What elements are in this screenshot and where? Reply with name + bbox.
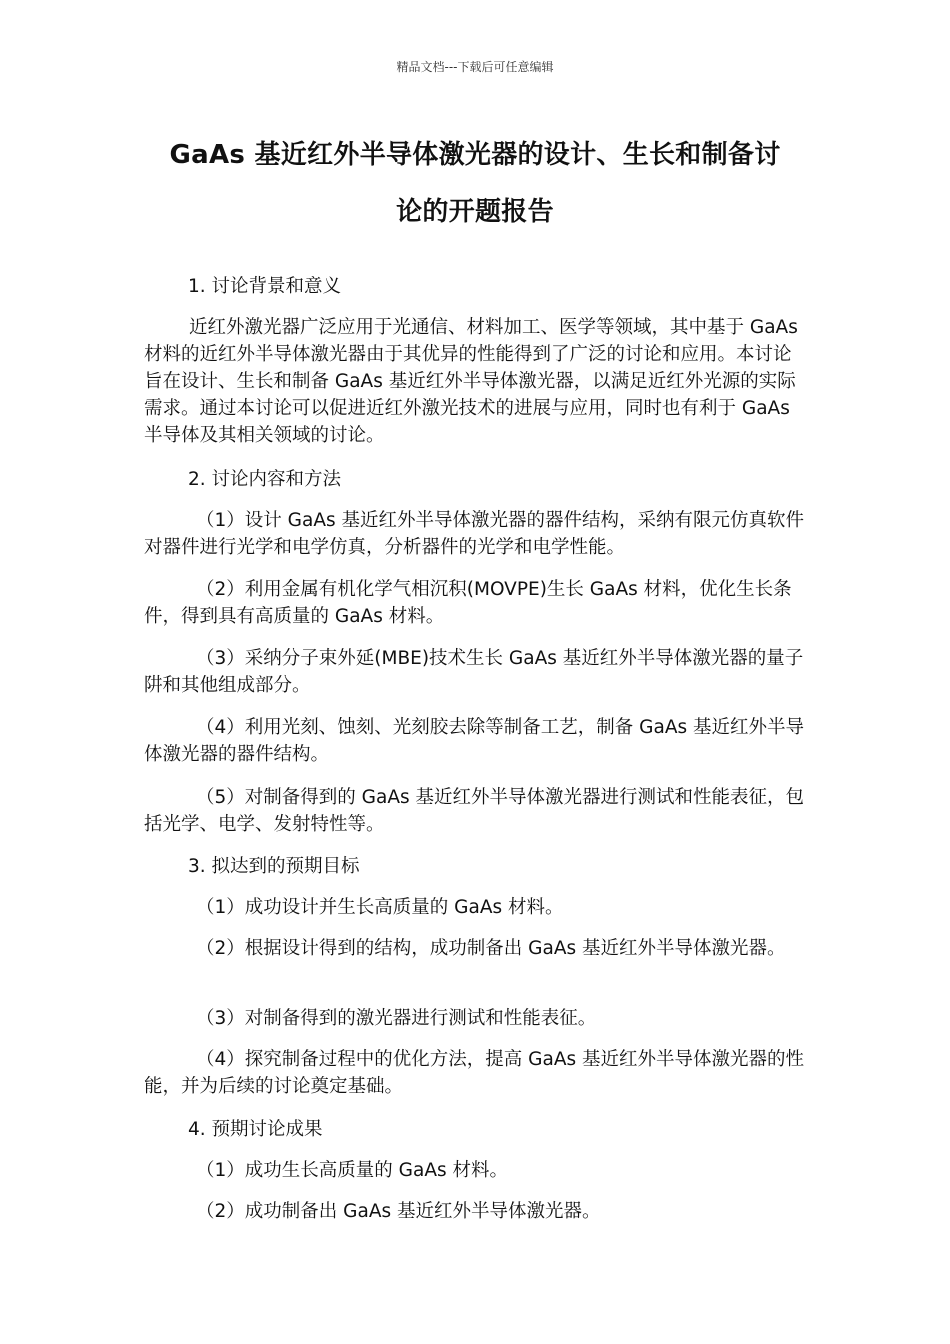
document-title-line-1: GaAs 基近红外半导体激光器的设计、生长和制备讨 <box>169 140 781 170</box>
section-3-heading: 3. 拟达到的预期目标 <box>188 856 360 877</box>
section-1-paragraph: 近红外激光器广泛应用于光通信、材料加工、医学等领域，其中基于 GaAs 材料的近红外半导体激光器由于其优异的性能得到了广泛的讨论和应用。本讨论旨在设计、生长和制备 GaAs 基近红外半导体激光器，以满足近红外光源的实际需求。通过本讨论可以促进近红外激光技术的进展与应用，同时也有利于 GaAs 半导体及其相关领域的讨论。 <box>144 317 798 446</box>
section-4-heading: 4. 预期讨论成果 <box>188 1119 323 1140</box>
section-2-item-3: （3）采纳分子束外延(MBE)技术生长 GaAs 基近红外半导体激光器的量子阱和其他组成部分。 <box>144 648 804 696</box>
section-1-heading: 1. 讨论背景和意义 <box>188 276 342 297</box>
section-4-item-1: （1）成功生长高质量的 GaAs 材料。 <box>196 1160 508 1181</box>
section-2-item-1: （1）设计 GaAs 基近红外半导体激光器的器件结构，采纳有限元仿真软件对器件进行光学和电学仿真，分析器件的光学和电学性能。 <box>144 510 805 558</box>
section-3-item-2: （2）根据设计得到的结构，成功制备出 GaAs 基近红外半导体激光器。 <box>196 938 786 959</box>
section-3-item-3: （3）对制备得到的激光器进行测试和性能表征。 <box>196 1008 597 1029</box>
header-note: 精品文档---下载后可任意编辑 <box>396 60 554 74</box>
section-3-item-1: （1）成功设计并生长高质量的 GaAs 材料。 <box>196 897 564 918</box>
section-2-item-5: （5）对制备得到的 GaAs 基近红外半导体激光器进行测试和性能表征，包括光学、电学、发射特性等。 <box>144 787 805 835</box>
section-3-item-4: （4）探究制备过程中的优化方法，提高 GaAs 基近红外半导体激光器的性能，并为后续的讨论奠定基础。 <box>144 1049 805 1097</box>
document-title-line-2: 论的开题报告 <box>396 197 554 227</box>
section-4-item-2: （2）成功制备出 GaAs 基近红外半导体激光器。 <box>196 1201 601 1222</box>
section-2-item-4: （4）利用光刻、蚀刻、光刻胶去除等制备工艺，制备 GaAs 基近红外半导体激光器的器件结构。 <box>144 717 805 765</box>
section-2-heading: 2. 讨论内容和方法 <box>188 469 342 490</box>
section-2-item-2: （2）利用金属有机化学气相沉积(MOVPE)生长 GaAs 材料，优化生长条件，得到具有高质量的 GaAs 材料。 <box>144 579 792 627</box>
